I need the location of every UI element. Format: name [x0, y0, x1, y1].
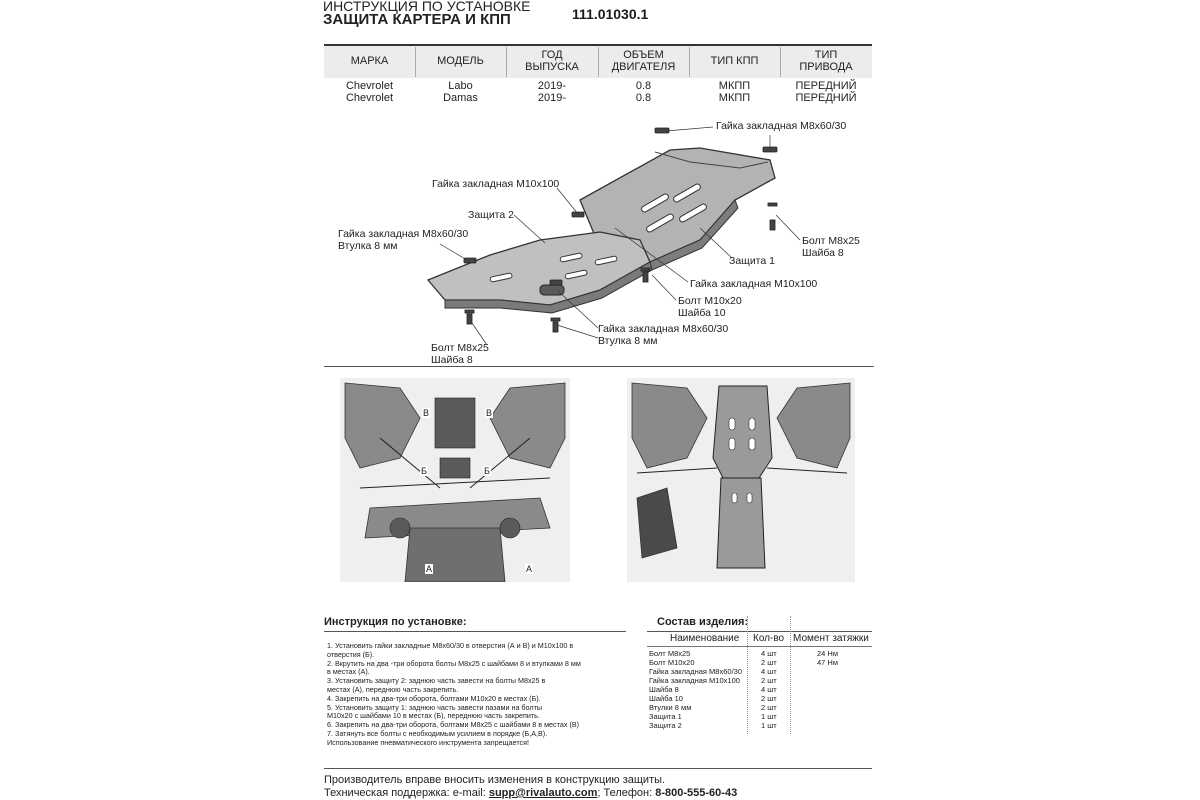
support-phone: 8-800-555-60-43 [655, 787, 738, 799]
marker-v-right: В [486, 408, 493, 418]
marker-v-left: В [423, 408, 430, 418]
composition-rule [647, 631, 872, 632]
cell-year: 2019- [537, 80, 567, 92]
footer-notice: Производитель вправе вносить изменения в конструкцию защиты. [324, 774, 666, 786]
table-row: Гайка закладная М10х100 [649, 676, 740, 685]
support-label: Техническая поддержка: e-mail: [324, 787, 489, 799]
footer-rule [324, 768, 872, 769]
callout-guard-2: Защита 2 [468, 209, 514, 221]
instructions-list [327, 642, 581, 748]
callout-washer-10: Шайба 10 [678, 307, 726, 319]
col-header-engine: ОБЪЕМ ДВИГАТЕЛЯ [611, 49, 676, 73]
table-row-qty: 2 шт [761, 703, 777, 712]
footer-support [324, 787, 737, 799]
marker-a-left: А [426, 564, 433, 574]
table-row: Шайба 8 [649, 685, 679, 694]
table-row: Болт М10х20 [649, 658, 695, 667]
callout-bolt-left: Болт М8х25 [431, 342, 489, 354]
table-row-torque: 24 Нм [817, 649, 838, 658]
callout-bolt-right: Болт М8х25 [802, 235, 860, 247]
cell-make: Chevrolet [345, 80, 394, 92]
article-number: 111.01030.1 [572, 6, 649, 22]
instruction-step: 6. Закрепить на два-три оборота, болтами М8х25 с шайбами 8 в местах (В) [327, 720, 580, 730]
table-row-torque: 47 Нм [817, 658, 838, 667]
exploded-diagram [0, 0, 1200, 370]
col-header-make: МАРКА [350, 55, 389, 67]
table-row-qty: 2 шт [761, 694, 777, 703]
undercarriage-photo-after [627, 378, 855, 582]
doc-title-line2: ЗАЩИТА КАРТЕРА И КПП [323, 11, 511, 28]
instructions-rule [324, 631, 626, 632]
instruction-step: 7. Затянуть все болты с необходимым усилием в порядке (Б,А,В). [327, 728, 548, 738]
cell-make: Chevrolet [345, 92, 394, 104]
marker-b-left: Б [421, 466, 427, 476]
table-row: Защита 1 [649, 712, 682, 721]
col-header-drive: ТИП ПРИВОДА [799, 49, 853, 73]
cell-gearbox: МКПП [718, 80, 751, 92]
cell-gearbox: МКПП [718, 92, 751, 104]
table-row-qty: 4 шт [761, 649, 777, 658]
table-row: Защита 2 [649, 721, 682, 730]
doc-title-line1: ИНСТРУКЦИЯ ПО УСТАНОВКЕ [323, 0, 531, 14]
table-row-qty: 4 шт [761, 667, 777, 676]
callout-nut-m8-top: Гайка закладная М8х60/30 [716, 120, 847, 132]
table-row-qty: 1 шт [761, 721, 777, 730]
instruction-step: 2. Вкрутить на два -три оборота болты М8х25 с шайбами 8 и втулками 8 мм [327, 658, 581, 668]
col-header-gearbox: ТИП КПП [710, 55, 759, 67]
instructions-title: Инструкция по установке: [324, 616, 467, 628]
cell-year: 2019- [537, 92, 567, 104]
composition-header-name: Наименование [670, 633, 740, 644]
table-row: Гайка закладная М8х60/30 [649, 667, 742, 676]
support-email-link[interactable]: supp@rivalauto.com [488, 787, 598, 799]
undercarriage-photo-before [340, 378, 570, 582]
table-row: Втулки 8 мм [649, 703, 692, 712]
callout-nut-m8-bottom: Гайка закладная М8х60/30 [598, 323, 729, 335]
composition-header-torque: Момент затяжки [793, 633, 869, 644]
callout-sleeve-left: Втулка 8 мм [338, 240, 398, 252]
callout-nut-m10-mid: Гайка закладная М10х100 [690, 278, 818, 290]
instruction-step: местах (А), переднюю часть закрепить. [327, 684, 459, 694]
callout-nut-m8-left: Гайка закладная М8х60/30 [338, 228, 469, 240]
cell-engine: 0.8 [635, 92, 652, 104]
composition-header-rule [647, 646, 872, 647]
marker-a-right: А [526, 564, 533, 574]
col-header-model: МОДЕЛЬ [437, 55, 484, 67]
callout-washer-left: Шайба 8 [431, 354, 473, 366]
composition-title: Состав изделия: [657, 616, 749, 628]
instruction-step: 4. Закрепить на два-три оборота, болтами М10х20 в местах (Б). [327, 693, 541, 703]
instruction-step: в местах (А). [327, 667, 370, 677]
callout-sleeve-bottom: Втулка 8 мм [598, 335, 658, 347]
cell-drive: ПЕРЕДНИЙ [795, 80, 857, 92]
callout-bolt-m10: Болт М10х20 [678, 295, 742, 307]
composition-divider [790, 616, 792, 734]
cell-drive: ПЕРЕДНИЙ [795, 92, 857, 104]
table-row: Шайба 10 [649, 694, 683, 703]
cell-model: Labo [448, 80, 473, 92]
cell-model: Damas [443, 92, 478, 104]
marker-b-right: Б [484, 466, 490, 476]
table-row-qty: 2 шт [761, 658, 777, 667]
table-row-qty: 1 шт [761, 712, 777, 721]
callout-guard-1: Защита 1 [729, 255, 775, 267]
instruction-step: отверстия (Б). [327, 649, 375, 659]
table-row-qty: 4 шт [761, 685, 777, 694]
instruction-step: 5. Установить защиту 1: заднюю часть завести пазами на болты [327, 702, 543, 712]
table-row-qty: 2 шт [761, 676, 777, 685]
callout-nut-m10-top: Гайка закладная М10х100 [432, 178, 560, 190]
instruction-step: Использование пневматического инструмента запрещается! [327, 737, 530, 747]
instruction-step: М10х20 с шайбами 10 в местах (Б), переднюю часть закрепить. [327, 711, 540, 721]
table-row: Болт М8х25 [649, 649, 691, 658]
instruction-step: 3. Установить защиту 2: заднюю часть завести на болты М8х25 в [327, 676, 546, 686]
diagram-bottom-rule [324, 366, 874, 367]
col-header-year: ГОД ВЫПУСКА [525, 49, 579, 73]
composition-divider [747, 616, 749, 734]
callout-washer-right: Шайба 8 [802, 247, 844, 259]
phone-label: ; Телефон: [597, 787, 656, 799]
guard-2-plate [428, 232, 652, 313]
composition-header-qty: Кол-во [753, 633, 785, 644]
cell-engine: 0.8 [635, 80, 652, 92]
instruction-step: 1. Установить гайки закладные М8х60/30 в отверстия (А и В) и М10х100 в [327, 641, 574, 650]
